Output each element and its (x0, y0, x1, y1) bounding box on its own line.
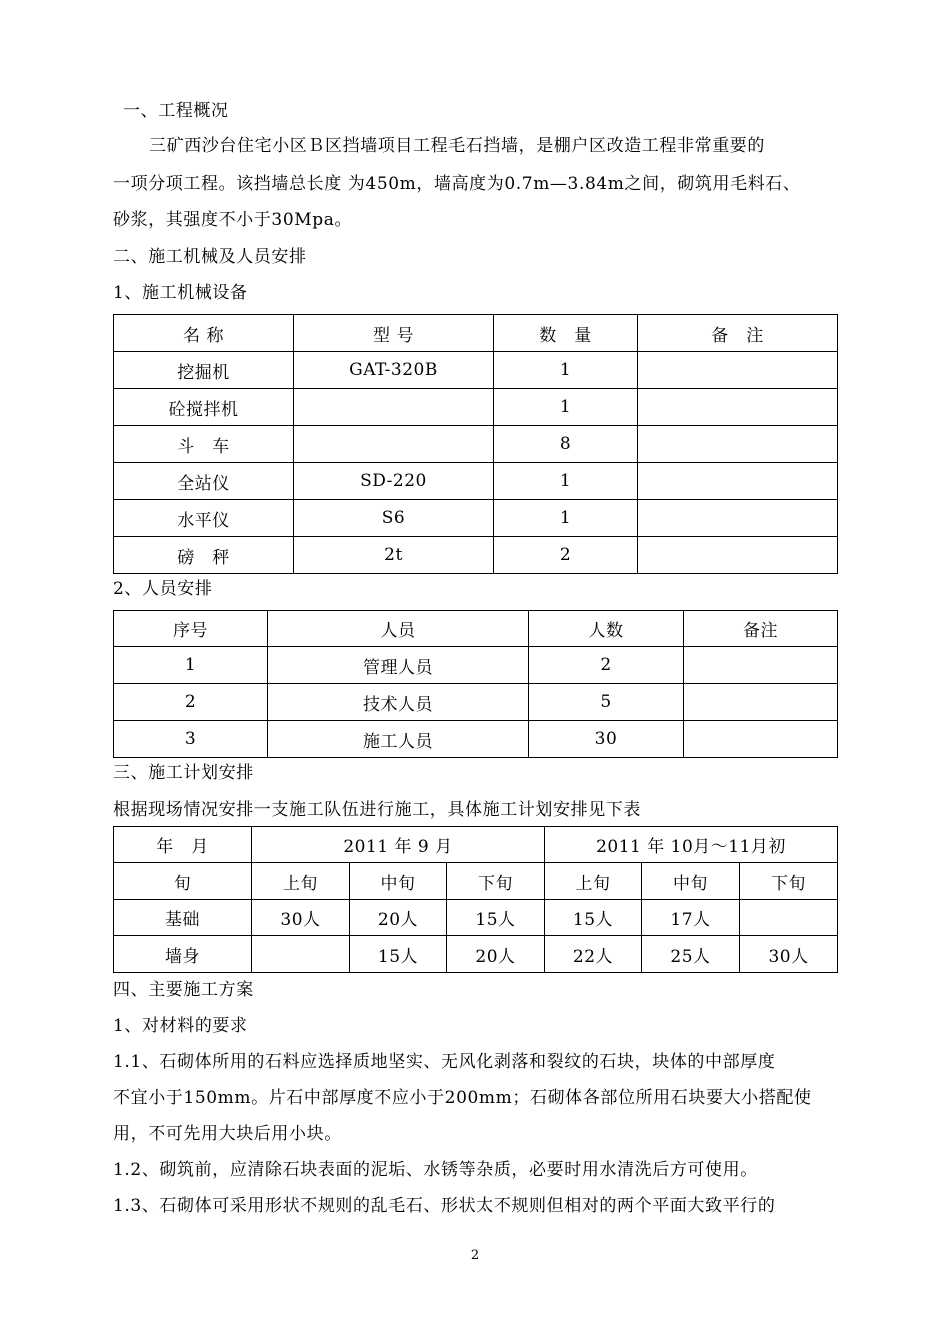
table-cell: 1 (494, 463, 638, 500)
month-1-cell: 2011 年 9 月 (252, 827, 545, 863)
table-cell: 30 (529, 721, 684, 758)
section-3-intro: 根据现场情况安排一支施工队伍进行施工，具体施工计划安排见下表 (113, 800, 641, 820)
table-cell: 全站仪 (114, 463, 294, 500)
paragraph-line: 1.1、石砌体所用的石料应选择质地坚实、无风化剥落和裂纹的石块，块体的中部厚度 (113, 1052, 776, 1072)
page-number: 2 (470, 1248, 480, 1263)
table-cell (638, 463, 838, 500)
table-row (114, 721, 838, 758)
section-2-title: 二、施工机械及人员安排 (113, 247, 307, 267)
table-cell: 施工人员 (268, 721, 529, 758)
section-4-subtitle: 1、对材料的要求 (113, 1016, 248, 1036)
table-cell: S6 (294, 500, 494, 537)
section-3-title: 三、施工计划安排 (113, 763, 254, 783)
table-cell: 15人 (545, 900, 642, 936)
table-cell: 管理人员 (268, 647, 529, 684)
table-cell: 25人 (642, 936, 740, 973)
section-4-title: 四、主要施工方案 (113, 980, 254, 1000)
table-row (114, 900, 838, 936)
equipment-table (113, 314, 838, 574)
table-cell: 2t (294, 537, 494, 574)
paragraph-line: 一项分项工程。该挡墙总长度 为450m，墙高度为0.7m—3.84m之间，砌筑用毛料石、 (113, 174, 801, 194)
period-label-cell: 旬 (114, 863, 252, 900)
table-cell: 1 (494, 389, 638, 426)
table-cell: 20人 (447, 936, 545, 973)
month-2-cell: 2011 年 10月～11月初 (545, 827, 838, 863)
header-cell: 数 量 (494, 315, 638, 352)
table-cell: 17人 (642, 900, 740, 936)
table-cell: 20人 (350, 900, 447, 936)
subsection-staff-title: 2、人员安排 (113, 579, 213, 599)
table-cell (638, 537, 838, 574)
table-cell (684, 684, 838, 721)
table-row (114, 463, 838, 500)
table-cell: SD-220 (294, 463, 494, 500)
paragraph-line: 三矿西沙台住宅小区Ｂ区挡墙项目工程毛石挡墙，是棚户区改造工程非常重要的 (149, 136, 765, 156)
subsection-equipment-title: 1、施工机械设备 (113, 283, 248, 303)
table-cell (638, 352, 838, 389)
section-1-title: 一、工程概况 (123, 101, 229, 121)
table-cell: GAT-320B (294, 352, 494, 389)
staff-table (113, 610, 838, 758)
table-header-row (114, 315, 838, 352)
table-header-row (114, 611, 838, 647)
table-row (114, 426, 838, 463)
header-cell: 备注 (684, 611, 838, 647)
table-cell: 砼搅拌机 (114, 389, 294, 426)
period-cell: 上旬 (545, 863, 642, 900)
period-cell: 上旬 (252, 863, 350, 900)
table-cell (740, 900, 838, 936)
table-cell: 30人 (740, 936, 838, 973)
table-cell (294, 389, 494, 426)
table-cell: 技术人员 (268, 684, 529, 721)
table-cell: 8 (494, 426, 638, 463)
plan-table (113, 826, 838, 973)
table-row (114, 352, 838, 389)
month-label-cell: 年 月 (114, 827, 252, 863)
row-label-cell: 墙身 (114, 936, 252, 973)
table-row (114, 647, 838, 684)
table-row (114, 500, 838, 537)
month-header-row (114, 827, 838, 863)
period-header-row (114, 863, 838, 900)
table-cell: 22人 (545, 936, 642, 973)
table-row (114, 537, 838, 574)
table-cell: 3 (114, 721, 268, 758)
table-cell: 15人 (350, 936, 447, 973)
table-cell: 2 (529, 647, 684, 684)
table-cell (638, 500, 838, 537)
table-cell: 1 (494, 352, 638, 389)
table-cell: 15人 (447, 900, 545, 936)
header-cell: 型 号 (294, 315, 494, 352)
paragraph-line: 不宜小于150mm。片石中部厚度不应小于200mm；石砌体各部位所用石块要大小搭配使 (113, 1088, 812, 1108)
header-cell: 名 称 (114, 315, 294, 352)
table-cell: 水平仪 (114, 500, 294, 537)
period-cell: 中旬 (642, 863, 740, 900)
header-cell: 序号 (114, 611, 268, 647)
table-cell: 磅 秤 (114, 537, 294, 574)
table-cell (638, 426, 838, 463)
period-cell: 下旬 (740, 863, 838, 900)
table-row (114, 684, 838, 721)
period-cell: 中旬 (350, 863, 447, 900)
header-cell: 人数 (529, 611, 684, 647)
table-cell: 30人 (252, 900, 350, 936)
table-cell (252, 936, 350, 973)
table-cell: 挖掘机 (114, 352, 294, 389)
table-cell: 1 (494, 500, 638, 537)
table-cell: 2 (114, 684, 268, 721)
paragraph-line: 1.2、砌筑前，应清除石块表面的泥垢、水锈等杂质，必要时用水清洗后方可使用。 (113, 1160, 758, 1180)
table-row (114, 936, 838, 973)
table-cell: 1 (114, 647, 268, 684)
table-cell: 2 (494, 537, 638, 574)
table-cell: 5 (529, 684, 684, 721)
table-cell (684, 647, 838, 684)
table-row (114, 389, 838, 426)
table-cell (638, 389, 838, 426)
header-cell: 备 注 (638, 315, 838, 352)
paragraph-line: 砂浆，其强度不小于30Mpa。 (113, 210, 353, 230)
paragraph-line: 1.3、石砌体可采用形状不规则的乱毛石、形状太不规则但相对的两个平面大致平行的 (113, 1196, 776, 1216)
table-cell: 斗 车 (114, 426, 294, 463)
row-label-cell: 基础 (114, 900, 252, 936)
paragraph-line: 用，不可先用大块后用小块。 (113, 1124, 342, 1144)
header-cell: 人员 (268, 611, 529, 647)
table-cell (684, 721, 838, 758)
period-cell: 下旬 (447, 863, 545, 900)
table-cell (294, 426, 494, 463)
